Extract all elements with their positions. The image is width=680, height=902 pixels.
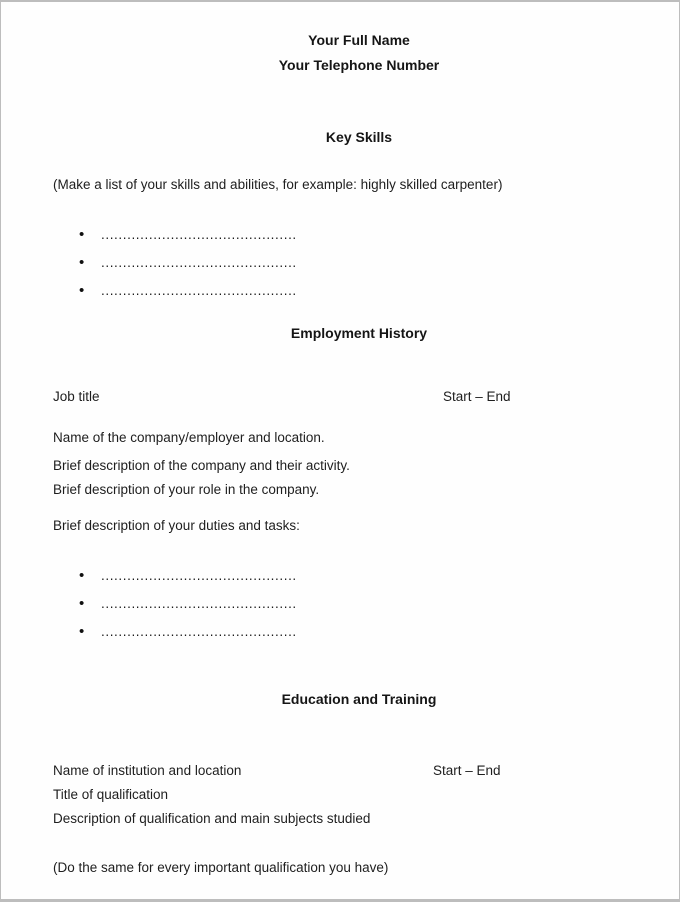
- list-item: [79, 249, 297, 277]
- dotted-placeholder: .............................................: [101, 568, 297, 583]
- bullet-icon: •: [79, 623, 85, 640]
- list-item: [79, 590, 297, 618]
- section-title-education-training: Education and Training: [281, 691, 437, 707]
- dotted-placeholder: .............................................: [101, 255, 297, 270]
- bullet-icon: •: [79, 282, 85, 299]
- skills-list: [79, 221, 297, 305]
- qualification-title: Title of qualification: [53, 787, 169, 802]
- job-title-row: [53, 387, 669, 407]
- employer-line: Name of the company/employer and location.: [53, 430, 325, 445]
- education-note: (Do the same for every important qualification you have): [53, 860, 389, 875]
- skills-hint: (Make a list of your skills and abilities, for example: highly skilled carpenter): [53, 177, 503, 192]
- dotted-placeholder: .............................................: [101, 596, 297, 611]
- duties-list: [79, 562, 297, 646]
- list-item: [79, 618, 297, 646]
- section-title-employment-history: Employment History: [290, 325, 428, 341]
- dotted-placeholder: .............................................: [101, 283, 297, 298]
- telephone-line: Your Telephone Number: [278, 57, 440, 73]
- institution-line: Name of institution and location: [53, 763, 242, 778]
- list-item: [79, 221, 297, 249]
- full-name-line: Your Full Name: [308, 32, 410, 48]
- job-title-label: Job title: [53, 389, 100, 404]
- qualification-description: Description of qualification and main subjects studied: [53, 811, 371, 826]
- list-item: [79, 277, 297, 305]
- institution-row: [53, 761, 669, 781]
- dotted-placeholder: .............................................: [101, 624, 297, 639]
- role-description: Brief description of your role in the company.: [53, 482, 320, 497]
- dotted-placeholder: .............................................: [101, 227, 297, 242]
- duties-label: Brief description of your duties and tasks:: [53, 518, 300, 533]
- bullet-icon: •: [79, 595, 85, 612]
- list-item: [79, 562, 297, 590]
- date-range-label: Start – End: [443, 389, 511, 404]
- section-title-key-skills: Key Skills: [325, 129, 393, 145]
- bullet-icon: •: [79, 226, 85, 243]
- bullet-icon: •: [79, 567, 85, 584]
- date-range-label: Start – End: [433, 763, 501, 778]
- bullet-icon: •: [79, 254, 85, 271]
- company-description: Brief description of the company and their activity.: [53, 458, 350, 473]
